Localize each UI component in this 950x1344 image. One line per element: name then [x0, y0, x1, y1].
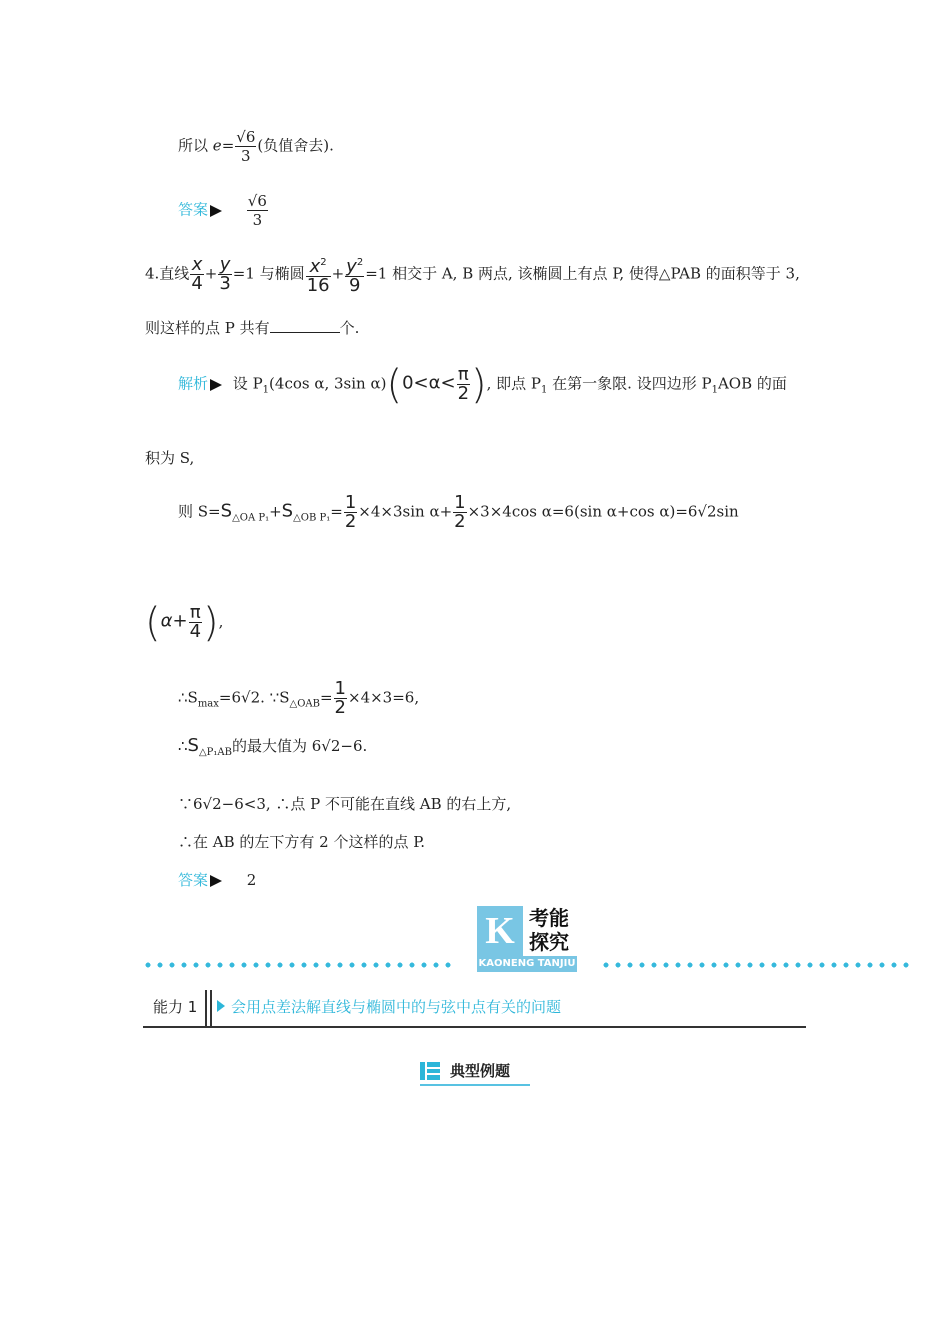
k-logo-icon: K [477, 906, 523, 956]
fraction-e: $\frac{√6}{3}$ [236, 128, 256, 165]
arrow-right-icon [217, 1000, 225, 1012]
answer-label: 答案 [178, 200, 209, 219]
section-logo: K 考能 探究 KAONENG TANJIU [477, 906, 577, 970]
solution-line-2: 积为 S, [145, 449, 195, 467]
example-heading [420, 1058, 530, 1086]
question-4-line-2: 则这样的点 P 共有 个. [145, 319, 360, 337]
answer-1-line [178, 192, 269, 229]
fraction-pi-4: $\frac{\pi}{4}$ [189, 602, 202, 642]
solution-line-4: (α+ $\frac{\pi}{4}$ ), [145, 599, 224, 646]
answer-label: 答案 [178, 871, 209, 889]
answer-2-line: 答案 2 [178, 871, 257, 889]
ability-title: 会用点差法解直线与椭圆中的与弦中点有关的问题 [231, 998, 562, 1016]
solution-label: 解析 [178, 374, 209, 393]
example-icon [420, 1062, 440, 1080]
fraction-half-2: $\frac{1}{2}$ [454, 492, 466, 532]
ability-heading [143, 988, 806, 1028]
fraction-pi-2: $\frac{\pi}{2}$ [457, 364, 470, 404]
fraction-x-4: $\frac{x}{4}$ [191, 254, 203, 294]
fraction-x2-16: $\frac{x^2}{16}$ [306, 256, 330, 296]
dotted-divider-right [600, 962, 912, 968]
solution-line-8: ∴在 AB 的左下方有 2 个这样的点 P. [178, 833, 426, 851]
solution-line-6: $\therefore S_{\triangle P_1AB}$的最大值为 6√2−6. [178, 735, 368, 758]
answer-1-fraction: $\frac{√6}{3}$ [247, 192, 267, 229]
conclusion-e-line: 所以 e= $\frac{√6}{3}$ (负值舍去). [178, 128, 334, 165]
solution-line-7: ∵6√2−6<3, ∴点 P 不可能在直线 AB 的右上方, [178, 795, 512, 813]
triangle-arrow-icon [210, 379, 222, 391]
ability-label: 能力 1 [153, 998, 198, 1016]
triangle-arrow-icon [210, 875, 222, 887]
answer-blank [270, 318, 340, 333]
triangle-arrow-icon [210, 205, 222, 217]
solution-line-1: 解析 设 $P_1(4\cos$ α, 3sin α)(0<α< $\frac{\pi}{2}$ ), 即点 $P_1$ 在第一象限. 设四边形 $P_1AOB$ 的面 [178, 361, 787, 408]
solution-line-5: $\therefore S_{max}=6√2$. $\because S_{\triangle OAB}=$ $\frac{1}{2}$ ×4×3=6, [178, 678, 420, 718]
question-4-line-1: 4.直线 $\frac{x}{4}$ + $\frac{y}{3}$ =1 与椭圆 $\frac{x^2}{16}$ + $\frac{y^2}{9}$ =1 相交于 A, B 两点, 该椭圆上有点 P, 使得△PAB 的面积等于 3, [145, 254, 800, 296]
solution-line-3: 则 $S=S_{\triangle OA P_1}+S_{\triangle OB P_1}=$ $\frac{1}{2}$ ×4×3sin α+ $\frac{1}{2}$ ×3×4cos α=6(sin α+cos α)=6√2sin [178, 492, 739, 532]
dotted-divider-left [142, 962, 454, 968]
fraction-y2-9: $\frac{y^2}{9}$ [346, 256, 364, 296]
fraction-half-1: $\frac{1}{2}$ [344, 492, 357, 532]
example-title: 典型例题 [450, 1062, 511, 1080]
fraction-y-3: $\frac{y}{3}$ [219, 254, 231, 294]
fraction-half-3: $\frac{1}{2}$ [334, 678, 346, 718]
